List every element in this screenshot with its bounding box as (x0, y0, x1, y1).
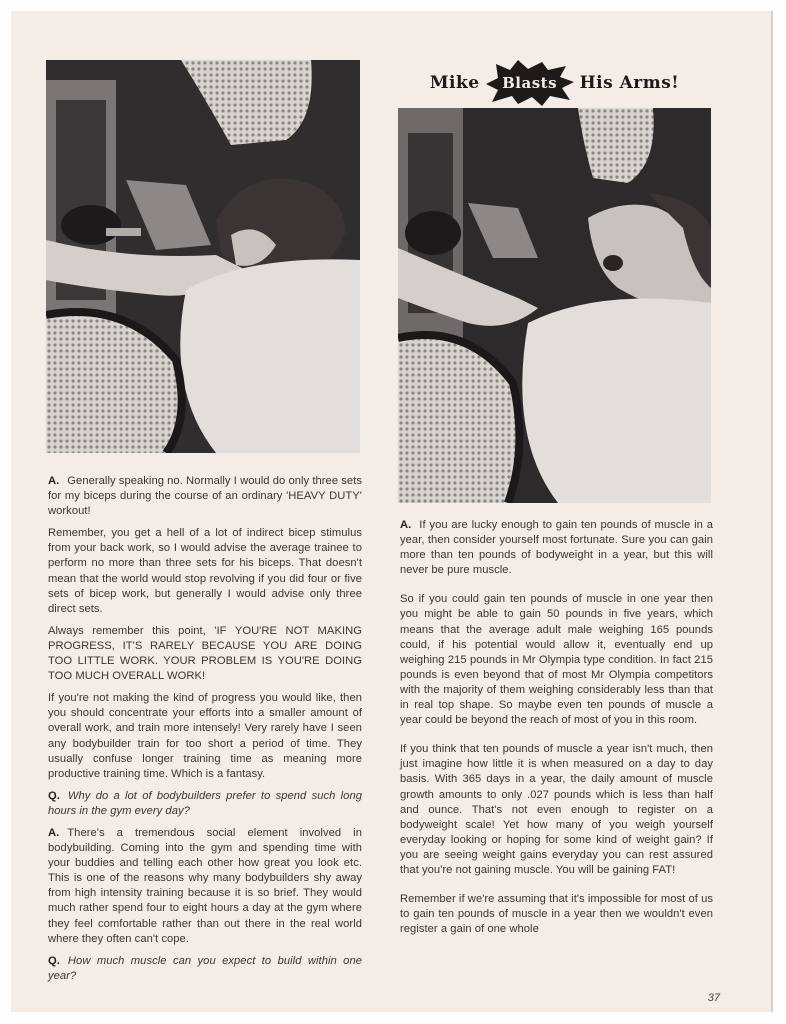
paragraph-answer: A. There's a tremendous social element involved in bodybuilding. Coming into the gym and spending time with your buddies and telling each other how great you look etc. This is one of the reasons why many bodybuilders shy away from high intensity training because it is so brief. They would much rather spend four to eight hours a day at the gym where they feel comfortable rather than out there in the real world where they often can't cope. (48, 826, 362, 945)
headline-after: His Arms! (579, 73, 680, 93)
headline-before: Mike (429, 73, 480, 93)
headline-burst-badge (486, 60, 574, 106)
question-label: Q. (48, 789, 60, 802)
paragraph-answer: A. Generally speaking no. Normally I would do only three sets for my biceps during the course of an ordinary 'HEAVY DUTY' workout! (48, 475, 362, 518)
paragraph: If you think that ten pounds of muscle a year isn't much, then just imagine how little it is when measured on a day to day basis. With 365 days in a year, the daily amount of muscle growth amounts to only .027 pounds which is less than half and ounce. That's not even enough to register on a bodyweight scale! Yet how many of you weigh yourself everyday looking or hoping for some kind of weight gain? If you are seeing weight gains everyday you can rest assured that you're not gaining muscle. You will be gaining FAT! (400, 743, 713, 876)
article-headline (398, 60, 711, 106)
answer-label: A. (48, 826, 60, 839)
photo-bicep-curl-right (398, 108, 711, 503)
paragraph: Remember if we're assuming that it's impossible for most of us to gain ten pounds of muscle in a year then we wouldn't even register a gain of one whole (400, 893, 713, 936)
paragraph: Always remember this point, 'IF YOU'RE NOT MAKING PROGRESS, IT'S RARELY BECAUSE YOU ARE DOING TOO LITTLE WORK. YOUR PROBLEM IS YOU'RE DOING TOO MUCH OVERALL WORK! (48, 624, 362, 683)
paragraph-question: Q. Why do a lot of bodybuilders prefer to spend such long hours in the gym every day? (48, 789, 362, 817)
left-text-column (48, 474, 362, 991)
photo-right-illustration (398, 108, 711, 503)
answer-label: A. (400, 519, 412, 531)
paragraph: If you're not making the kind of progress you would like, then you should concentrate your efforts into a smaller amount of overall work, and train more intensely! Very rarely have I seen any bodybuilder train for too short a period of time. They usually confuse longer training time as meaning more productive training time. Which is a fantasy. (48, 692, 362, 780)
paragraph: Remember, you get a hell of a lot of indirect bicep stimulus from your back work, so I would advise the average trainee to perform no more than three sets for his biceps. That doesn't mean that the world would stop revolving if you did four or five sets of bicep work, but generally I would advise only three direct sets. (48, 527, 362, 615)
question-label: Q. (48, 954, 60, 967)
right-text-column (400, 518, 713, 944)
answer-label: A. (48, 475, 60, 487)
photo-bicep-curl-left (46, 60, 360, 453)
photo-left-illustration (46, 60, 360, 453)
paragraph-answer: A. If you are lucky enough to gain ten pounds of muscle in a year, then consider yourself most fortunate. Sure you can gain more than ten pounds of bodyweight in a year, but this will never be pure muscle. (400, 519, 713, 577)
paragraph-question: Q. How much muscle can you expect to build within one year? (48, 954, 362, 982)
page-number: 37 (707, 992, 720, 1004)
headline-burst-text: Blasts (502, 74, 558, 92)
paragraph: So if you could gain ten pounds of muscle in one year then you might be able to gain 50 pounds in five years, which means that the average adult male weighing 165 pounds could, if his potential would allow it, eventually end up weighing 215 pounds in Mr Olympia type condition. In fact 215 pounds is even beyond that of most Mr Olympia competitors with the majority of them weighing considerably less than that in real top shape. So maybe even ten pounds of muscle a year could be beyond the reach of most of you in this room. (400, 593, 713, 727)
